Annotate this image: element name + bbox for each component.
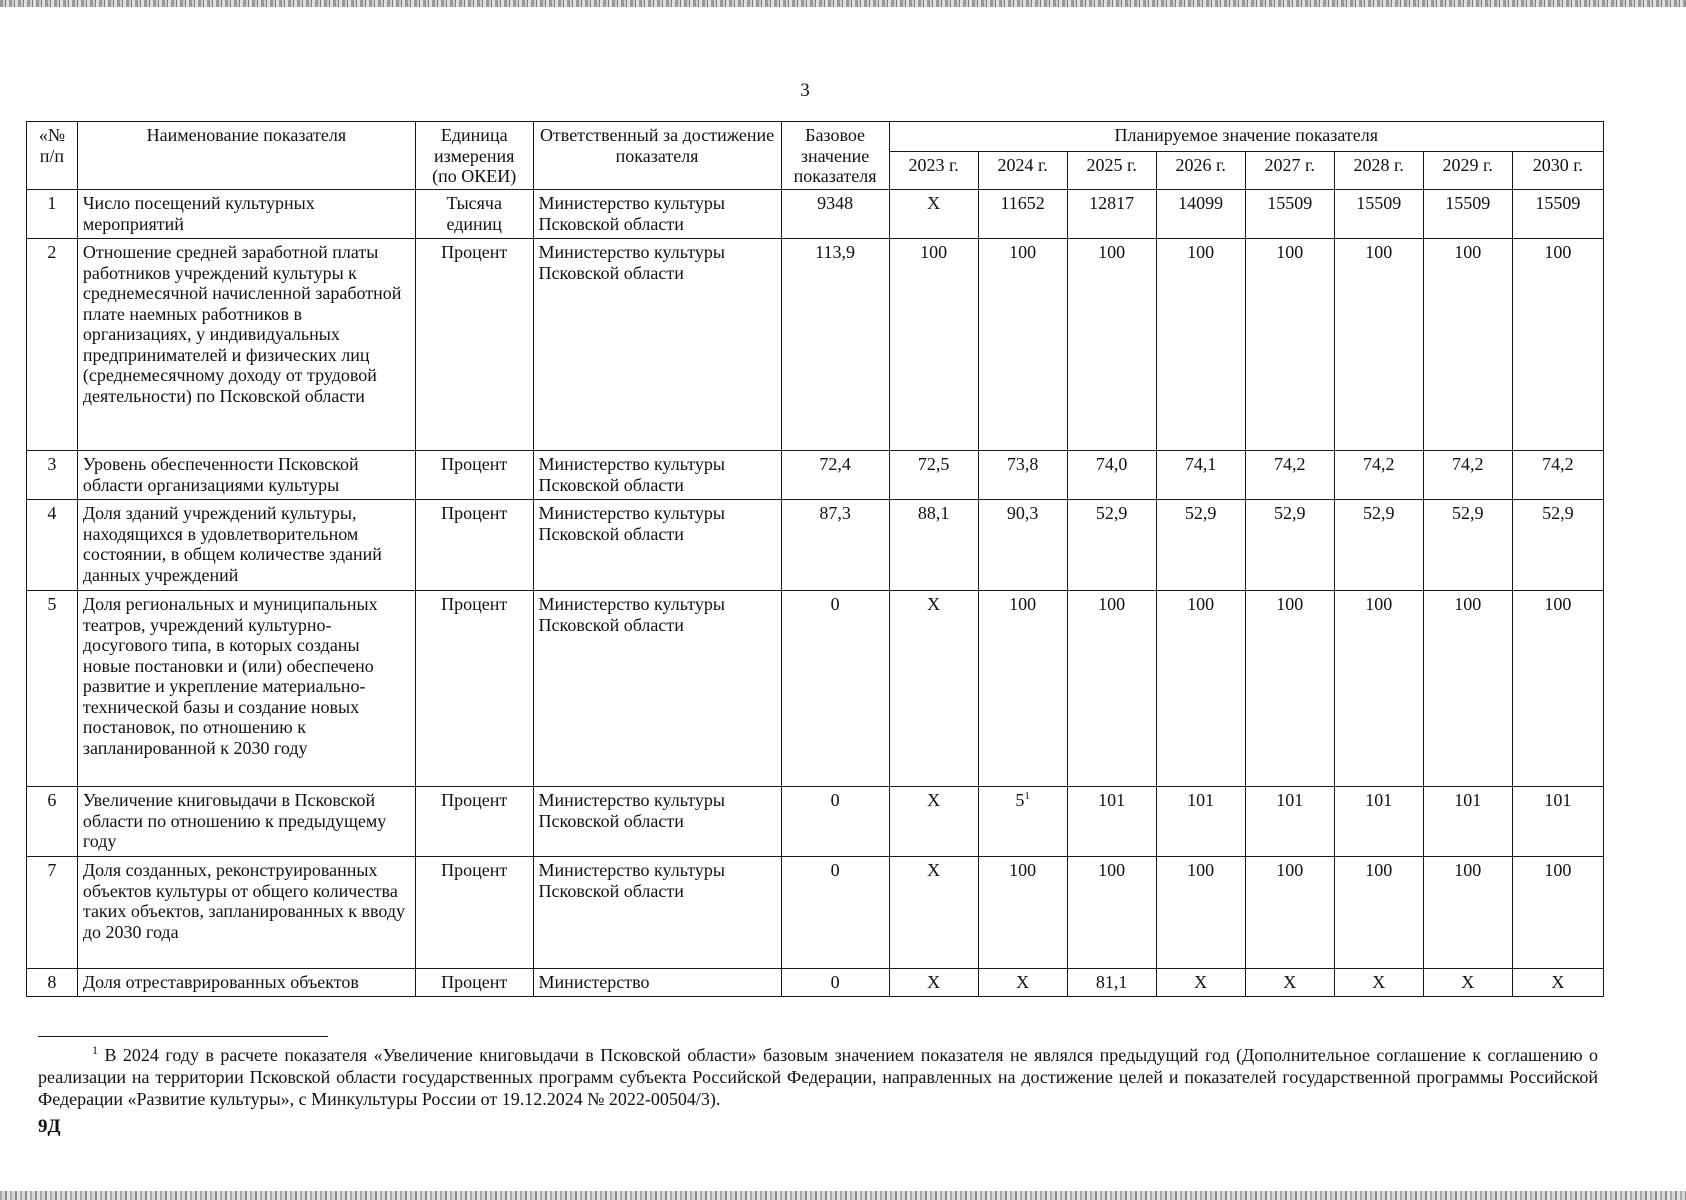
row-value: 73,8 [978,451,1067,500]
row-name: Уровень обеспеченности Псковской области организациями культуры [77,451,415,500]
row-value: 81,1 [1067,969,1156,997]
row-value: X [1245,969,1334,997]
row-value: X [1156,969,1245,997]
row-value: 100 [1156,857,1245,969]
row-value: 15509 [1512,190,1603,239]
row-base: 0 [781,969,889,997]
row-value: 15509 [1245,190,1334,239]
header-year: 2023 г. [889,152,978,190]
row-responsible: Министерство культуры Псковской области [533,857,781,969]
row-value: X [1512,969,1603,997]
row-value: 101 [1334,787,1423,857]
row-value: 100 [978,857,1067,969]
row-name: Доля отреставрированных объектов [77,969,415,997]
row-value: 74,1 [1156,451,1245,500]
row-value: 100 [1334,591,1423,787]
row-num: 7 [27,857,78,969]
row-value: 101 [1245,787,1334,857]
footnote-separator [38,1036,328,1037]
page-number: 3 [800,80,810,101]
row-value: 15509 [1423,190,1512,239]
row-num: 8 [27,969,78,997]
row-value: 52,9 [1067,500,1156,591]
row-value: 100 [1156,239,1245,451]
row-name: Доля созданных, реконструированных объектов культуры от общего количества таких объектов, запланированных к вводу до 2030 года [77,857,415,969]
row-value: 101 [1156,787,1245,857]
row-base: 0 [781,857,889,969]
row-value: 100 [1245,857,1334,969]
row-value: 100 [1245,591,1334,787]
header-row-1 [27,122,1604,152]
row-value: 72,5 [889,451,978,500]
row-value: X [889,190,978,239]
row-value: 52,9 [1423,500,1512,591]
footnote-mark: 1 [1024,790,1030,802]
scan-edge-top [0,0,1686,7]
row-unit: Процент [415,451,533,500]
row-value: 100 [1423,591,1512,787]
row-value: 100 [1067,857,1156,969]
row-value: 100 [978,239,1067,451]
table-row [27,190,1604,239]
row-value: 100 [1334,239,1423,451]
row-num: 5 [27,591,78,787]
row-unit: Процент [415,969,533,997]
row-base: 87,3 [781,500,889,591]
row-value: 100 [1067,239,1156,451]
row-base: 0 [781,591,889,787]
header-year: 2028 г. [1334,152,1423,190]
row-responsible: Министерство культуры Псковской области [533,190,781,239]
header-responsible: Ответственный за достижение показателя [533,122,781,190]
row-value: X [889,787,978,857]
row-value: 74,2 [1512,451,1603,500]
row-responsible: Министерство [533,969,781,997]
row-value: 90,3 [978,500,1067,591]
row-value: X [889,591,978,787]
row-value: 11652 [978,190,1067,239]
row-value: 52,9 [1245,500,1334,591]
row-value: 101 [1512,787,1603,857]
row-value: 100 [1156,591,1245,787]
indicators-table [26,121,1604,997]
header-year: 2029 г. [1423,152,1512,190]
row-value: 101 [1423,787,1512,857]
row-value: 100 [1512,857,1603,969]
row-value: 100 [1067,591,1156,787]
header-planned: Планируемое значение показателя [889,122,1603,152]
row-value: 100 [1245,239,1334,451]
row-unit: Процент [415,857,533,969]
row-value: X [978,969,1067,997]
row-value: 74,0 [1067,451,1156,500]
row-value: 100 [1423,857,1512,969]
row-responsible: Министерство культуры Псковской области [533,239,781,451]
row-name: Доля региональных и муниципальных театров, учреждений культурно-досугового типа, в которых созданы новые постановки и (или) обеспечено развитие и укрепление материально-технической базы и создание новых постановок, по отношению к запланированной к 2030 году [77,591,415,787]
row-unit: Процент [415,500,533,591]
table-row [27,500,1604,591]
row-num: 1 [27,190,78,239]
footnote-mark: 1 [92,1043,98,1057]
document-code: 9Д [38,1116,61,1137]
table-row [27,239,1604,451]
row-value: X [889,857,978,969]
row-value: 100 [978,591,1067,787]
header-year: 2030 г. [1512,152,1603,190]
header-year: 2024 г. [978,152,1067,190]
header-year: 2027 г. [1245,152,1334,190]
table-row [27,451,1604,500]
row-name: Число посещений культурных мероприятий [77,190,415,239]
row-name: Увеличение книговыдачи в Псковской области по отношению к предыдущему году [77,787,415,857]
row-num: 6 [27,787,78,857]
row-name: Доля зданий учреждений культуры, находящихся в удовлетворительном состоянии, в общем количестве зданий данных учреждений [77,500,415,591]
row-value: 100 [1512,239,1603,451]
row-value: 12817 [1067,190,1156,239]
row-unit: Процент [415,787,533,857]
row-value: 52,9 [1512,500,1603,591]
row-value: 100 [1423,239,1512,451]
table-row [27,787,1604,857]
table-row [27,969,1604,997]
row-num: 3 [27,451,78,500]
row-num: 4 [27,500,78,591]
header-name: Наименование показателя [77,122,415,190]
row-value: 15509 [1334,190,1423,239]
footnote-text: В 2024 году в расчете показателя «Увеличение книговыдачи в Псковской области» базовым значением показателя не являлся предыдущий год (Дополнительное соглашение к соглашению о реализации на территории Псковской области государственных программ субъекта Российской Федерации, направленных на достижение целей и показателей государственной программы Российской Федерации «Развитие культуры», с Минкультуры России от 19.12.2024 № 2022-00504/3). [38,1045,1598,1109]
row-responsible: Министерство культуры Псковской области [533,591,781,787]
row-responsible: Министерство культуры Псковской области [533,500,781,591]
row-value: X [889,969,978,997]
scan-edge-bottom [0,1191,1686,1200]
row-value: 100 [889,239,978,451]
row-unit: Процент [415,239,533,451]
row-base: 0 [781,787,889,857]
row-unit: Процент [415,591,533,787]
header-year: 2025 г. [1067,152,1156,190]
row-value: 88,1 [889,500,978,591]
row-base: 72,4 [781,451,889,500]
header-unit: Единица измерения (по ОКЕИ) [415,122,533,190]
row-value: 52,9 [1156,500,1245,591]
row-value: 74,2 [1245,451,1334,500]
row-value: 74,2 [1423,451,1512,500]
footnote [38,1044,1598,1110]
header-year: 2026 г. [1156,152,1245,190]
row-responsible: Министерство культуры Псковской области [533,451,781,500]
row-value: 101 [1067,787,1156,857]
row-value: 52,9 [1334,500,1423,591]
row-base: 113,9 [781,239,889,451]
row-unit: Тысяча единиц [415,190,533,239]
row-value: X [1334,969,1423,997]
table-row [27,591,1604,787]
row-name: Отношение средней заработной платы работников учреждений культуры к среднемесячной начисленной заработной плате наемных работников в организациях, у индивидуальных предпринимателей и физических лиц (среднемесячному доходу от трудовой деятельности) по Псковской области [77,239,415,451]
row-num: 2 [27,239,78,451]
row-value-with-footnote [978,787,1067,857]
row-value: 100 [1512,591,1603,787]
row-value: 5 [1015,790,1025,810]
row-value: 74,2 [1334,451,1423,500]
header-num: «№ п/п [27,122,78,190]
row-value: 100 [1334,857,1423,969]
header-base: Базовое значение показателя [781,122,889,190]
row-value: X [1423,969,1512,997]
row-value: 14099 [1156,190,1245,239]
row-responsible: Министерство культуры Псковской области [533,787,781,857]
table-row [27,857,1604,969]
row-base: 9348 [781,190,889,239]
